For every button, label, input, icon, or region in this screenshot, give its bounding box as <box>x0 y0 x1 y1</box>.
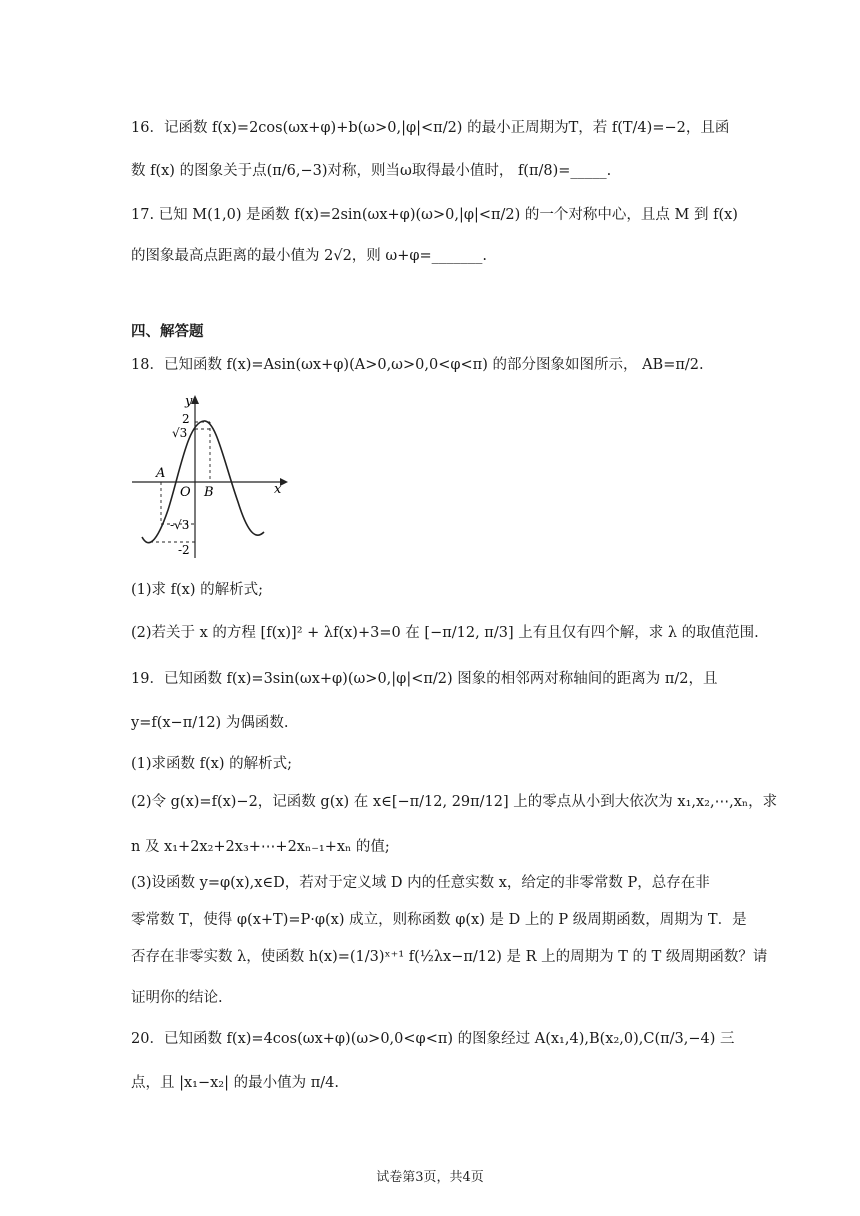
q16-line1: 16．记函数 f(x)=2cos(ωx+φ)+b(ω>0,|φ|<π/2) 的最小正周期为T，若 f(T/4)=−2，且函 <box>131 120 730 136</box>
q19-part2a: (2)令 g(x)=f(x)−2，记函数 g(x) 在 x∈[−π/12, 29π/12] 上的零点从小到大依次为 x₁,x₂,⋯,xₙ，求 <box>131 794 778 810</box>
q19-part3c: 否存在非零实数 λ，使函数 h(x)=(1/3)ˣ⁺¹ f(½λx−π/12) 是 R 上的周期为 T 的 T 级周期函数？请 <box>131 949 768 965</box>
label-A: A <box>156 466 166 481</box>
q19-part3a: (3)设函数 y=φ(x),x∈D，若对于定义域 D 内的任意实数 x，给定的非零常数 P，总存在非 <box>131 875 710 891</box>
q19-part1: (1)求函数 f(x) 的解析式; <box>131 756 293 772</box>
q19-line1: 19．已知函数 f(x)=3sin(ωx+φ)(ω>0,|φ|<π/2) 图象的相邻两对称轴间的距离为 π/2，且 <box>131 671 718 687</box>
q18-part1: (1)求 f(x) 的解析式; <box>131 582 264 598</box>
q18-graph <box>128 392 293 562</box>
page-footer: 试卷第3页，共4页 <box>376 1170 484 1185</box>
q19-part3d: 证明你的结论. <box>131 990 223 1006</box>
q19-part3b: 零常数 T，使得 φ(x+T)=P·φ(x) 成立，则称函数 φ(x) 是 D 上的 P 级周期函数，周期为 T．是 <box>131 912 747 928</box>
q19-part2b: n 及 x₁+2x₂+2x₃+⋯+2xₙ₋₁+xₙ 的值; <box>131 839 390 855</box>
label-O: O <box>180 485 191 500</box>
label-neg-sqrt3: -√3 <box>170 518 190 532</box>
q17-line1: 17. 已知 M(1,0) 是函数 f(x)=2sin(ωx+φ)(ω>0,|φ|<π/2) 的一个对称中心，且点 M 到 f(x) <box>131 207 738 223</box>
section-title: 四、解答题 <box>131 324 204 340</box>
label-x: x <box>274 482 282 497</box>
label-y: y <box>185 394 193 409</box>
q20-line1: 20．已知函数 f(x)=4cos(ωx+φ)(ω>0,0<φ<π) 的图象经过 A(x₁,4),B(x₂,0),C(π/3,−4) 三 <box>131 1031 735 1047</box>
q20-line2: 点，且 |x₁−x₂| 的最小值为 π/4. <box>131 1075 339 1091</box>
label-sqrt3: √3 <box>172 426 188 440</box>
label-neg-two: -2 <box>178 543 190 557</box>
q18-part2: (2)若关于 x 的方程 [f(x)]² + λf(x)+3=0 在 [−π/12, π/3] 上有且仅有四个解，求 λ 的取值范围. <box>131 625 759 641</box>
label-two: 2 <box>182 412 190 426</box>
label-B: B <box>204 485 214 500</box>
q17-line2: 的图象最高点距离的最小值为 2√2，则 ω+φ=_______. <box>131 248 488 264</box>
q16-line2: 数 f(x) 的图象关于点(π/6,−3)对称，则当ω取得最小值时， f(π/8)=_____. <box>131 163 612 179</box>
q19-line2: y=f(x−π/12) 为偶函数. <box>131 715 289 731</box>
q18-line1: 18．已知函数 f(x)=Asin(ωx+φ)(A>0,ω>0,0<φ<π) 的部分图象如图所示， AB=π/2. <box>131 357 704 373</box>
